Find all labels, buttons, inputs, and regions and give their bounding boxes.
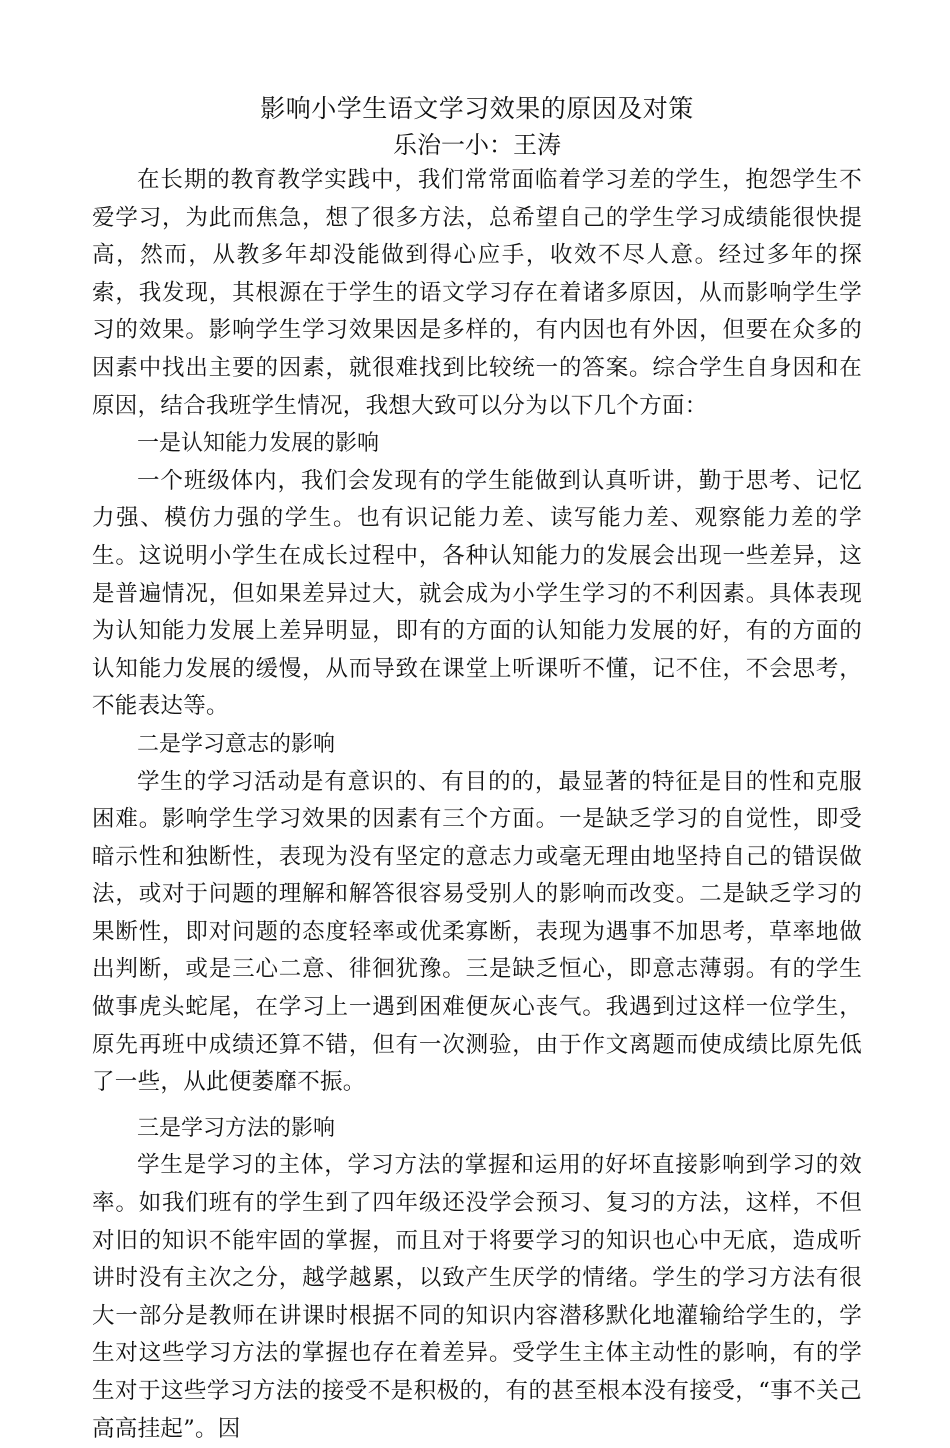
intro-paragraph: 在长期的教育教学实践中，我们常常面临着学习差的学生，抱怨学生不爱学习，为此而焦急，想了很多方法，总希望自己的学生学习成绩能很快提高，然而，从教多年却没能做到得心应手，收效不尽人意。经过多年的探索，我发现，其根源在于学生的语文学习存在着诸多原因，从而影响学生学习的效果。影响学生学习效果因是多样的，有内因也有外因，但要在众多的因素中找出主要的因素，就很难找到比较统一的答案。综合学生自身因和在原因，结合我班学生情况，我想大致可以分为以下几个方面：: [92, 167, 862, 419]
section-3-paragraph: 学生是学习的主体，学习方法的掌握和运用的好坏直接影响到学习的效率。如我们班有的学生到了四年级还没学会预习、复习的方法，这样，不但对旧的知识不能牢固的掌握，而且对于将要学习的知识也心中无底，造成听讲时没有主次之分，越学越累，以致产生厌学的情绪。学生的学习方法有很大一部分是教师在讲课时根据不同的知识内容潜移默化地灌输给学生的，学生对这些学习方法的掌握也存在着差异。受学生主体主动性的影响，有的学生对于这些学习方法的接受不是积极的，有的甚至根本没有接受，“事不关己高高挂起”。因: [92, 1152, 862, 1442]
document-title: 影响小学生语文学习效果的原因及对策: [260, 94, 694, 123]
document-author: 乐治一小：王涛: [393, 131, 561, 159]
section-2-heading: 二是学习意志的影响: [137, 731, 336, 757]
section-3-heading: 三是学习方法的影响: [137, 1115, 336, 1141]
section-1-paragraph: 一个班级体内，我们会发现有的学生能做到认真听讲，勤于思考、记忆力强、模仿力强的学生。也有识记能力差、读写能力差、观察能力差的学生。这说明小学生在成长过程中，各种认知能力的发展会出现一些差异，这是普遍情况，但如果差异过大，就会成为小学生学习的不利因素。具体表现为认知能力发展上差异明显，即有的方面的认知能力发展的好，有的方面的认知能力发展的缓慢，从而导致在课堂上听课听不懂，记不住，不会思考，不能表达等。: [92, 467, 862, 720]
section-1-heading: 一是认知能力发展的影响: [137, 431, 380, 457]
section-2-paragraph: 学生的学习活动是有意识的、有目的的，最显著的特征是目的性和克服困难。影响学生学习效果的因素有三个方面。一是缺乏学习的自觉性，即受暗示性和独断性，表现为没有坚定的意志力或毫无理由地坚持自己的错误做法，或对于问题的理解和解答很容易受别人的影响而改变。二是缺乏学习的果断性，即对问题的态度轻率或优柔寡断，表现为遇事不加思考，草率地做出判断，或是三心二意、徘徊犹豫。三是缺乏恒心，即意志薄弱。有的学生做事虎头蛇尾，在学习上一遇到困难便灰心丧气。我遇到过这样一位学生，原先再班中成绩还算不错，但有一次测验，由于作文离题而使成绩比原先低了一些，从此便萎靡不振。: [92, 768, 862, 1096]
